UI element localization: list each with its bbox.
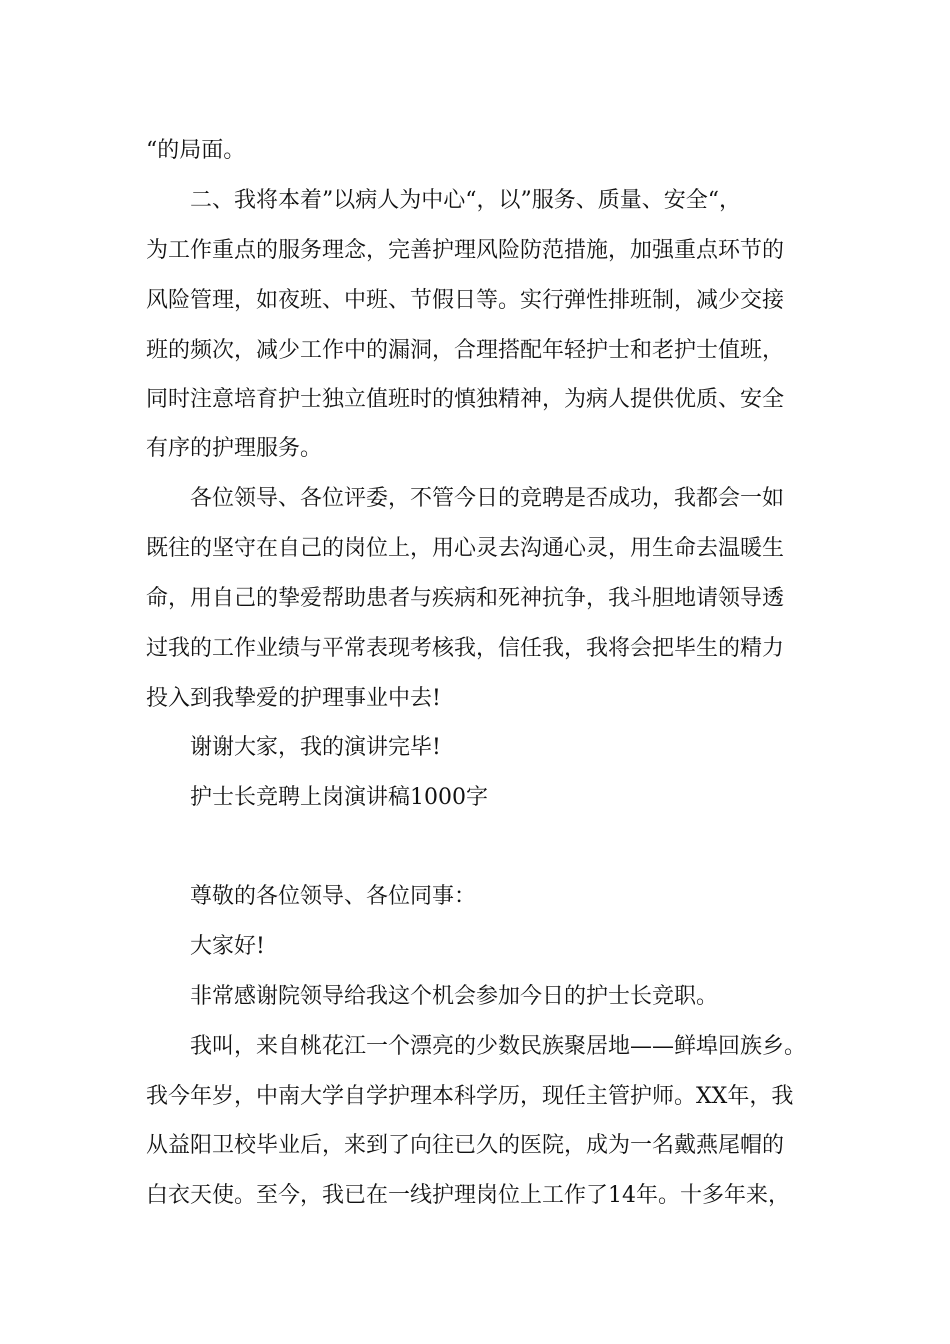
text-line: 班的频次，减少工作中的漏洞，合理搭配年轻护士和老护士值班， bbox=[146, 338, 785, 363]
text-line: 同时注意培育护士独立值班时的慎独精神，为病人提供优质、安全 bbox=[146, 387, 785, 412]
text-line: 为工作重点的服务理念，完善护理风险防范措施，加强重点环节的 bbox=[146, 238, 785, 263]
text-line: 命，用自己的挚爱帮助患者与疾病和死神抗争，我斗胆地请领导透 bbox=[146, 586, 785, 611]
text-line: 非常感谢院领导给我这个机会参加今日的护士长竞职。 bbox=[190, 984, 719, 1009]
text-line: 尊敬的各位领导、各位同事： bbox=[190, 884, 477, 909]
text-line: 我今年岁，中南大学自学护理本科学历，现任主管护师。XX年，我 bbox=[146, 1084, 794, 1109]
text-line: 既往的坚守在自己的岗位上，用心灵去沟通心灵，用生命去温暖生 bbox=[146, 536, 785, 561]
text-line: 谢谢大家，我的演讲完毕! bbox=[190, 735, 441, 760]
text-line: 二、我将本着”以病人为中心“，以”服务、质量、安全“， bbox=[190, 188, 741, 213]
text-line: 白衣天使。至今，我已在一线护理岗位上工作了14年。十多年来， bbox=[146, 1183, 790, 1208]
text-line: 从益阳卫校毕业后，来到了向往已久的医院，成为一名戴燕尾帽的 bbox=[146, 1133, 785, 1158]
text-line: 大家好! bbox=[190, 934, 265, 959]
text-line: 各位领导、各位评委，不管今日的竞聘是否成功，我都会一如 bbox=[190, 486, 785, 511]
text-line: 投入到我挚爱的护理事业中去! bbox=[146, 686, 441, 711]
text-line: 过我的工作业绩与平常表现考核我，信任我，我将会把毕生的精力 bbox=[146, 636, 785, 661]
text-line: “的局面。 bbox=[146, 138, 246, 163]
text-line: 我叫，来自桃花江一个漂亮的少数民族聚居地——鲜埠回族乡。 bbox=[190, 1034, 807, 1059]
text-line: 护士长竞聘上岗演讲稿1000字 bbox=[190, 785, 488, 810]
text-line: 风险管理，如夜班、中班、节假日等。实行弹性排班制，减少交接 bbox=[146, 288, 785, 313]
text-line: 有序的护理服务。 bbox=[146, 436, 323, 461]
